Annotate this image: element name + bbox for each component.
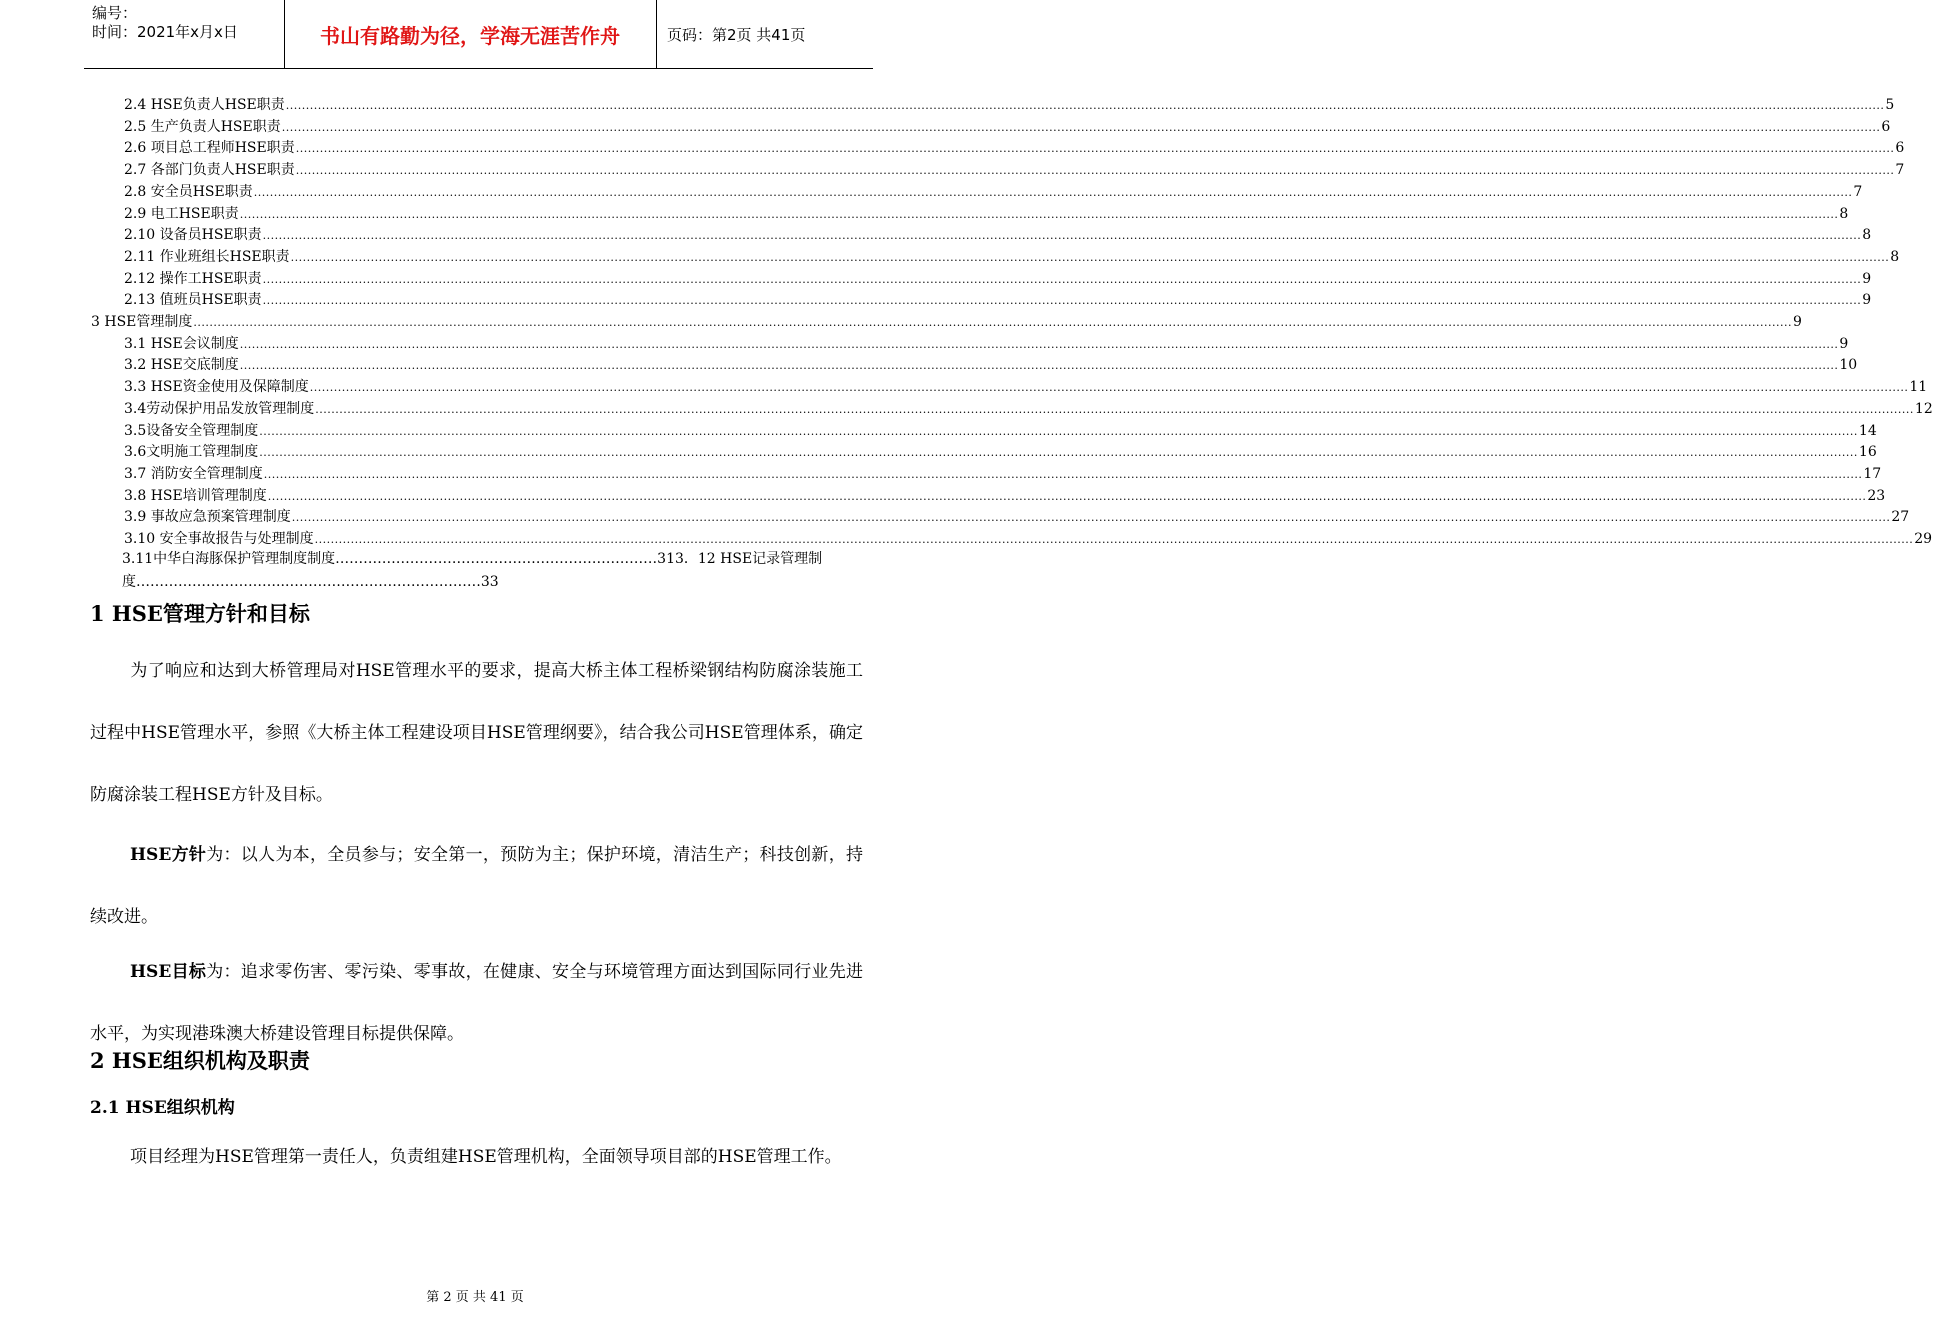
toc-entry[interactable] (124, 268, 1872, 289)
toc-entry[interactable] (124, 485, 1886, 506)
toc-entry-label: 3.2 HSE交底制度 (124, 357, 239, 374)
toc-leader-dots: ................................................................................................................................................................................................................................................................................................................................................................................................................ (253, 185, 1853, 199)
toc-leader-dots: ................................................................................................................................................................................................................................................................................................................................................................................................................ (295, 142, 1895, 156)
toc-entry-label: 3.10 安全事故报告与处理制度 (124, 531, 314, 547)
hse-goal-label: HSE目标 (130, 962, 207, 982)
toc-entry-page: 14 (1858, 422, 1877, 439)
toc-entry[interactable] (124, 441, 1877, 462)
toc-leader-dots: ................................................................................................................................................................................................................................................................................................................................................................................................................ (262, 272, 1862, 286)
toc-leader-dots: ................................................................................................................................................................................................................................................................................................................................................................................................................ (267, 489, 1867, 503)
toc-entry[interactable] (124, 528, 1933, 549)
toc-leader-dots: ................................................................................................................................................................................................................................................................................................................................................................................................................ (309, 381, 1909, 395)
toc-entry-label: 2.7 各部门负责人HSE职责 (124, 162, 295, 179)
toc-entry[interactable] (124, 116, 1891, 137)
toc-entry[interactable] (124, 398, 1933, 419)
toc-leader-dots: ................................................................................................................................................................................................................................................................................................................................................................................................................ (281, 120, 1881, 134)
toc-leader-dots: ................................................................................................................................................................................................................................................................................................................................................................................................................ (259, 424, 1858, 438)
toc-entry-page: 9 (1839, 335, 1849, 352)
toc-entry[interactable] (124, 333, 1849, 354)
toc-leader-dots: ................................................................................................................................................................................................................................................................................................................................................................................................................ (239, 359, 1839, 373)
toc-entry-page: 6 (1895, 140, 1905, 157)
toc-entry[interactable] (91, 311, 1802, 332)
page-header (84, 0, 873, 69)
toc-entry-page: 10 (1839, 357, 1858, 374)
toc-entry-page: 29 (1914, 531, 1933, 547)
section-1-paragraph (90, 640, 863, 826)
toc-entry[interactable] (124, 159, 1905, 180)
toc-entry-label: 3.3 HSE资金使用及保障制度 (124, 379, 309, 396)
header-number-label: 编号： (92, 4, 138, 22)
toc-leader-dots: ................................................................................................................................................................................................................................................................................................................................................................................................................ (262, 294, 1862, 308)
header-meta (92, 4, 238, 42)
toc-entry[interactable] (124, 224, 1872, 245)
toc-entry-label: 3.6文明施工管理制度 (124, 444, 259, 461)
toc-entry-page: 8 (1839, 205, 1849, 222)
toc-entry-label: 2.6 项目总工程师HSE职责 (124, 140, 295, 157)
toc-leader-dots: ................................................................................................................................................................................................................................................................................................................................................................................................................ (285, 99, 1885, 112)
toc-entry-label: 3.8 HSE培训管理制度 (124, 487, 267, 504)
toc-entry-page: 8 (1862, 227, 1872, 244)
toc-entry[interactable] (124, 137, 1905, 158)
toc-entry[interactable] (124, 181, 1863, 202)
toc-entry-page: 23 (1867, 487, 1886, 504)
hse-policy-text: 为：以人为本，全员参与；安全第一，预防为主；保护环境，清洁生产；科技创新，持续改进。 (90, 845, 864, 927)
header-page-info: 页码：第2页 共41页 (667, 26, 806, 44)
toc-entry[interactable] (124, 376, 1928, 397)
toc-leader-dots: ................................................................................................................................................................................................................................................................................................................................................................................................................ (291, 511, 1891, 525)
hse-policy-paragraph (90, 824, 863, 948)
toc-entry-label: 2.8 安全员HSE职责 (124, 183, 253, 200)
toc-entry[interactable] (124, 246, 1900, 267)
toc-entry-page: 9 (1862, 270, 1872, 287)
toc-entry-page: 12 (1914, 400, 1933, 417)
toc-entry[interactable] (124, 463, 1882, 484)
toc-entry-label: 2.4 HSE负责人HSE职责 (124, 97, 285, 113)
toc-leader-dots: ................................................................................................................................................................................................................................................................................................................................................................................................................ (263, 467, 1863, 481)
toc-leader-dots: ................................................................................................................................................................................................................................................................................................................................................................................................................ (290, 250, 1890, 264)
toc-entry[interactable] (124, 289, 1872, 310)
header-divider (656, 0, 657, 68)
toc-entry[interactable] (124, 203, 1849, 224)
toc-leader-dots: ................................................................................................................................................................................................................................................................................................................................................................................................................ (239, 337, 1839, 351)
toc-entry-label: 3.4劳动保护用品发放管理制度 (124, 400, 315, 417)
toc-entry[interactable] (124, 94, 1895, 115)
header-motto: 书山有路勤为径，学海无涯苦作舟 (320, 24, 620, 48)
toc-entry-page: 11 (1909, 379, 1928, 396)
toc-entry-page: 7 (1895, 162, 1905, 179)
section-1-heading: 1 HSE管理方针和目标 (90, 601, 310, 626)
toc-entry[interactable] (124, 354, 1858, 375)
toc-entry-label: 2.9 电工HSE职责 (124, 205, 239, 222)
hse-policy-label: HSE方针 (130, 845, 207, 865)
toc-entry-label: 2.5 生产负责人HSE职责 (124, 118, 281, 135)
toc-entry-label: 2.11 作业班组长HSE职责 (124, 248, 290, 265)
toc-entry-label: 3.1 HSE会议制度 (124, 335, 239, 352)
toc-entry-label: 3.7 消防安全管理制度 (124, 465, 263, 482)
section-2-1-paragraph-text: 项目经理为HSE管理第一责任人，负责组建HSE管理机构，全面领导项目部的HSE管理工作。 (130, 1147, 842, 1167)
section-2-1-heading: 2.1 HSE组织机构 (90, 1098, 235, 1118)
toc-leader-dots: ................................................................................................................................................................................................................................................................................................................................................................................................................ (259, 446, 1858, 460)
toc-entry-label: 3.5设备安全管理制度 (124, 422, 259, 439)
toc-leader-dots: ................................................................................................................................................................................................................................................................................................................................................................................................................ (295, 164, 1895, 178)
toc-entry[interactable] (124, 420, 1877, 441)
toc-entry-page: 17 (1863, 465, 1882, 482)
toc-entry-label: 2.13 值班员HSE职责 (124, 292, 262, 309)
header-time-label: 时间：2021年x月x日 (92, 23, 238, 41)
section-1-paragraph-text: 为了响应和达到大桥管理局对HSE管理水平的要求，提高大桥主体工程桥梁钢结构防腐涂装施工过程中HSE管理水平，参照《大桥主体工程建设项目HSE管理纲要》，结合我公司HSE管理体系，确定防腐涂装工程HSE方针及目标。 (90, 661, 863, 805)
toc-entry-label: 3.9 事故应急预案管理制度 (124, 509, 291, 526)
toc-entry-page: 8 (1890, 248, 1900, 265)
toc-entry-label: 2.12 操作工HSE职责 (124, 270, 262, 287)
section-2-1-paragraph (90, 1126, 863, 1188)
hse-goal-text: 为：追求零伤害、零污染、零事故，在健康、安全与环境管理方面达到国际同行业先进水平，为实现港珠澳大桥建设管理目标提供保障。 (90, 962, 864, 1044)
toc-entry-wrapped[interactable]: 3.11中华白海豚保护管理制度制度……………………………………………………………313．12 HSE记录管理制度…………………………..……………………………………33 (122, 551, 823, 590)
toc-leader-dots: ................................................................................................................................................................................................................................................................................................................................................................................................................ (239, 207, 1839, 221)
toc-entry-page: 9 (1862, 292, 1872, 309)
toc-entry-label: 2.10 设备员HSE职责 (124, 227, 262, 244)
toc-entry-page: 16 (1858, 444, 1877, 461)
section-2-heading: 2 HSE组织机构及职责 (90, 1048, 310, 1073)
toc-leader-dots: ................................................................................................................................................................................................................................................................................................................................................................................................................ (315, 402, 1914, 416)
toc-entry-page: 5 (1885, 97, 1895, 113)
toc-entry-page: 27 (1891, 509, 1910, 526)
toc-entry-label: 3 HSE管理制度 (91, 314, 193, 330)
toc-entry-page: 7 (1853, 183, 1863, 200)
page-footer: 第 2 页 共 41 页 (426, 1290, 524, 1305)
toc-leader-dots: ................................................................................................................................................................................................................................................................................................................................................................................................................ (193, 316, 1793, 329)
toc-entry-page: 9 (1793, 314, 1802, 330)
toc-entry[interactable] (124, 506, 1910, 527)
toc-entry-page: 6 (1881, 118, 1891, 135)
toc-leader-dots: ................................................................................................................................................................................................................................................................................................................................................................................................................ (314, 533, 1914, 546)
toc-leader-dots: ................................................................................................................................................................................................................................................................................................................................................................................................................ (262, 229, 1862, 243)
